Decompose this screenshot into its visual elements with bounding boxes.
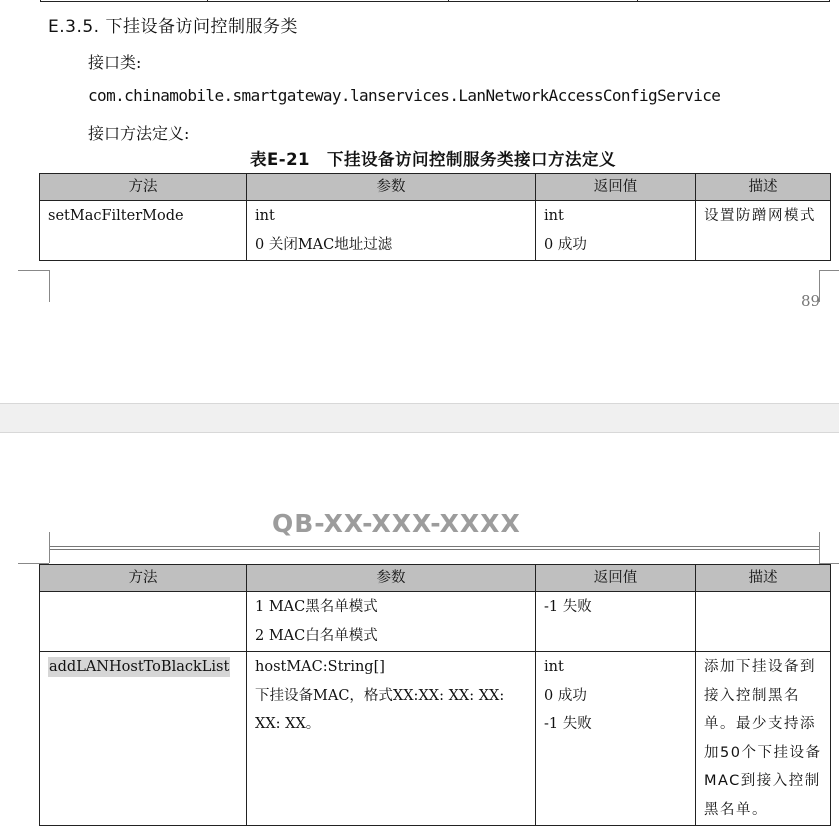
crop-mark xyxy=(819,270,839,271)
header-rule xyxy=(49,546,819,547)
param-line: 下挂设备MAC，格式XX:XX: XX: XX: xyxy=(255,687,505,704)
interface-class-name: com.chinamobile.smartgateway.lanservices.LanNetworkAccessConfigService xyxy=(88,86,721,105)
param-line: int xyxy=(255,208,275,224)
returns-cell xyxy=(536,201,696,261)
previous-table-bottom-border xyxy=(40,0,830,2)
header-returns: 返回值 xyxy=(536,174,696,201)
header-rule xyxy=(49,549,819,550)
header-returns: 返回值 xyxy=(536,565,696,592)
return-line: -1 失败 xyxy=(544,716,592,732)
previous-table-divider xyxy=(448,0,449,2)
returns-cell xyxy=(536,592,696,652)
page-separator xyxy=(0,403,839,433)
param-line: hostMAC:String[] xyxy=(255,659,385,675)
header-method: 方法 xyxy=(40,565,247,592)
params-cell xyxy=(247,201,536,261)
params-cell xyxy=(247,592,536,652)
params-cell xyxy=(247,652,536,826)
return-line: -1 失败 xyxy=(544,599,592,615)
header-description: 描述 xyxy=(696,174,831,201)
method-name: addLANHostToBlackList xyxy=(49,659,230,675)
table-caption: 表E-21 下挂设备访问控制服务类接口方法定义 xyxy=(249,150,617,169)
param-line: 1 MAC黑名单模式 xyxy=(255,599,378,615)
table-row xyxy=(40,652,831,826)
description-cell xyxy=(696,592,831,652)
param-line: 0 关闭MAC地址过滤 xyxy=(255,236,393,253)
method-definition-label: 接口方法定义: xyxy=(88,124,190,143)
param-line: XX: XX。 xyxy=(255,716,321,732)
header-method: 方法 xyxy=(40,174,247,201)
description-text: 添加下挂设备到接入控制黑名单。最少支持添加50个下挂设备MAC到接入控制黑名单。 xyxy=(704,659,822,818)
description-cell xyxy=(696,201,831,261)
return-line: int xyxy=(544,208,564,224)
previous-table-divider xyxy=(207,0,208,2)
header-params: 参数 xyxy=(247,565,536,592)
method-cell xyxy=(40,592,247,652)
method-table-page2 xyxy=(39,564,831,826)
header-description: 描述 xyxy=(696,565,831,592)
description-text: 设置防蹭网模式 xyxy=(704,208,816,224)
method-name: setMacFilterMode xyxy=(48,208,184,224)
document-header-code: QB-XX-XXX-XXXX xyxy=(272,509,521,538)
method-cell xyxy=(40,201,247,261)
section-heading: E.3.5. 下挂设备访问控制服务类 xyxy=(48,17,298,37)
interface-label: 接口类: xyxy=(88,53,142,72)
page-number: 89 xyxy=(801,292,821,310)
returns-cell xyxy=(536,652,696,826)
table-row xyxy=(40,201,831,261)
return-line: 0 成功 xyxy=(544,687,587,704)
crop-mark xyxy=(49,270,50,302)
table-row xyxy=(40,592,831,652)
param-line: 2 MAC白名单模式 xyxy=(255,627,378,644)
table-header-row xyxy=(40,174,831,201)
table-header-row xyxy=(40,565,831,592)
description-cell xyxy=(696,652,831,826)
return-line: int xyxy=(544,659,564,675)
crop-mark xyxy=(819,532,820,563)
method-cell xyxy=(40,652,247,826)
header-params: 参数 xyxy=(247,174,536,201)
crop-mark xyxy=(49,532,50,563)
return-line: 0 成功 xyxy=(544,236,587,253)
previous-table-divider xyxy=(637,0,638,2)
method-table-page1 xyxy=(39,173,831,261)
crop-mark xyxy=(18,270,49,271)
